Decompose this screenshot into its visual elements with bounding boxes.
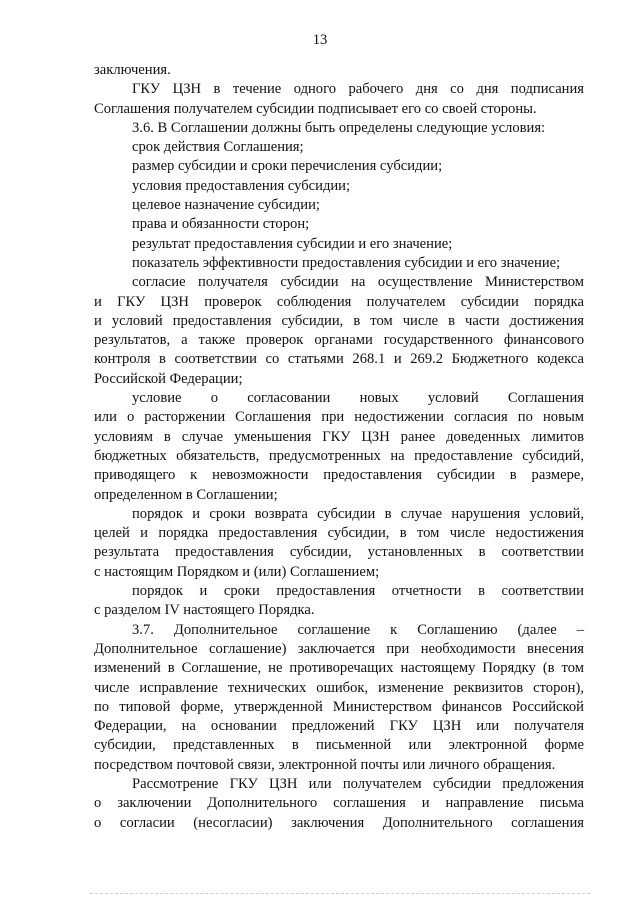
text-line: показатель эффективности предоставления субсидии и его значение; (132, 254, 561, 271)
text-line: согласие получателя субсидии на осуществление Министерством (132, 274, 584, 291)
text-line: порядок и сроки возврата субсидии в случае нарушения условий, (132, 505, 584, 522)
text-line: числе исправление технических ошибок, изменение реквизитов сторон), (94, 679, 584, 696)
text-line: или о расторжении Соглашения при недостижении согласия по новым (94, 409, 584, 426)
text-line: условия предоставления субсидии; (132, 177, 351, 194)
text-line: посредством почтовой связи, электронной почты или личного обращения. (94, 756, 556, 773)
text-line: Российской Федерации; (94, 370, 243, 387)
text-line: 3.6. В Соглашении должны быть определены следующие условия: (132, 119, 546, 136)
text-line: 3.7. Дополнительное соглашение к Соглашению (далее – (132, 621, 584, 638)
text-line: приводящего к невозможности предоставления субсидии в размере, (94, 467, 584, 484)
text-line: о заключении Дополнительного соглашения и направление письма (94, 795, 584, 812)
page-number: 13 (312, 32, 328, 48)
text-line: и условий предоставления субсидии, в том числе в части достижения (94, 312, 584, 329)
page-bottom-rule (90, 893, 590, 895)
text-line: о согласии (несогласии) заключения Дополнительного соглашения (94, 814, 584, 831)
text-line: результата предоставления субсидии, установленных в соответствии (94, 544, 584, 561)
text-line: по типовой форме, утвержденной Министерством финансов Российской (94, 698, 584, 715)
text-line: целевое назначение субсидии; (132, 197, 320, 214)
text-line: субсидии, представленных в письменной или электронной форме (94, 737, 584, 754)
text-line: права и обязанности сторон; (132, 216, 310, 233)
text-line: Соглашения получателем субсидии подписывает его со своей стороны. (94, 100, 537, 117)
text-line: изменений в Соглашение, не противоречащих настоящему Порядку (в том (94, 660, 584, 677)
text-line: результат предоставления субсидии и его значение; (132, 235, 453, 252)
text-line: ГКУ ЦЗН в течение одного рабочего дня со дня подписания (132, 81, 584, 98)
text-line: бюджетных обязательств, предусмотренных на предоставление субсидий, (94, 447, 584, 464)
text-line: с настоящим Порядком и (или) Соглашением; (94, 563, 380, 580)
text-line: определенном в Соглашении; (94, 486, 278, 503)
text-line: условие о согласовании новых условий Соглашения (132, 390, 584, 407)
text-line: порядок и сроки предоставления отчетности в соответствии (132, 583, 584, 600)
text-line: и ГКУ ЦЗН проверок соблюдения получателем субсидии порядка (94, 293, 584, 310)
text-line: с разделом IV настоящего Порядка. (94, 602, 315, 619)
text-line: размер субсидии и сроки перечисления субсидии; (132, 158, 443, 175)
text-line: срок действия Соглашения; (132, 139, 304, 156)
document-body (94, 61, 584, 833)
text-line: условиям в случае уменьшения ГКУ ЦЗН ранее доведенных лимитов (94, 428, 584, 445)
text-line: заключения. (94, 62, 171, 78)
text-line: Федерации, на основании предложений ГКУ ЦЗН или получателя (94, 718, 584, 735)
text-line: целей и порядка предоставления субсидии, в том числе недостижения (94, 525, 584, 542)
text-line: результатов, а также проверок органами государственного финансового (94, 332, 584, 349)
text-line: контроля в соответствии со статьями 268.1 и 269.2 Бюджетного кодекса (94, 351, 584, 368)
text-line: Дополнительное соглашение) заключается при необходимости внесения (94, 640, 584, 657)
text-line: Рассмотрение ГКУ ЦЗН или получателем субсидии предложения (132, 775, 584, 792)
